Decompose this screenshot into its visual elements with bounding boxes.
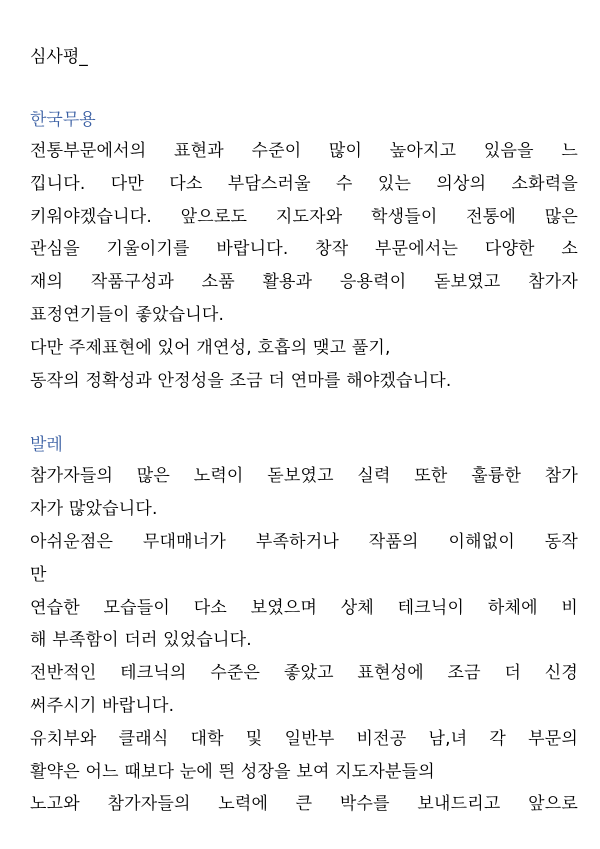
paragraph-line: 재의 작품구성과 소품 활용과 응용력이 돋보였고 참가자 <box>30 272 578 293</box>
paragraph-line: 관심을 기울이기를 바랍니다. 창작 부문에서는 다양한 소 <box>30 239 578 260</box>
paragraph-line: 연습한 모습들이 다소 보였으며 상체 테크닉이 하체에 비 <box>30 597 578 618</box>
section-heading-korean-dance: 한국무용 <box>30 110 96 130</box>
paragraph-line: 활약은 어느 때보다 눈에 띈 성장을 보여 지도자분들의 <box>30 761 435 782</box>
paragraph-line: 만 <box>30 564 47 585</box>
paragraph-line: 전반적인 테크닉의 수준은 좋았고 표현성에 조금 더 신경 <box>30 663 578 684</box>
document-page <box>30 42 578 821</box>
section-ballet <box>30 430 578 821</box>
paragraph-line: 표정연기들이 좋았습니다. <box>30 304 225 325</box>
section-korean-dance <box>30 105 578 397</box>
paragraph-line: 유치부와 클래식 대학 및 일반부 비전공 남,녀 각 부문의 <box>30 728 578 749</box>
paragraph-line: 노고와 참가자들의 노력에 큰 박수를 보내드리고 앞으로 <box>30 794 578 815</box>
paragraph-line: 참가자들의 많은 노력이 돋보였고 실력 또한 훌륭한 참가 <box>30 466 578 487</box>
paragraph-line: 키워야겠습니다. 앞으로도 지도자와 학생들이 전통에 많은 <box>30 206 578 227</box>
paragraph-line: 동작의 정확성과 안정성을 조금 더 연마를 해야겠습니다. <box>30 370 452 391</box>
paragraph-line: 자가 많았습니다. <box>30 499 158 520</box>
paragraph-line: 써주시기 바랍니다. <box>30 695 175 716</box>
paragraph-line: 낍니다. 다만 다소 부담스러울 수 있는 의상의 소화력을 <box>30 173 578 194</box>
paragraph-line: 아쉬운점은 무대매너가 부족하거나 작품의 이해없이 동작 <box>30 531 578 552</box>
section-heading-ballet: 발레 <box>30 435 63 456</box>
paragraph-line: 전통부문에서의 표현과 수준이 많이 높아지고 있음을 느 <box>30 141 578 161</box>
paragraph-line: 해 부족함이 더러 있었습니다. <box>30 630 252 651</box>
paragraph-line: 다만 주제표현에 있어 개연성, 호흡의 맺고 풀기, <box>30 337 391 358</box>
document-title: 심사평_ <box>30 47 88 67</box>
